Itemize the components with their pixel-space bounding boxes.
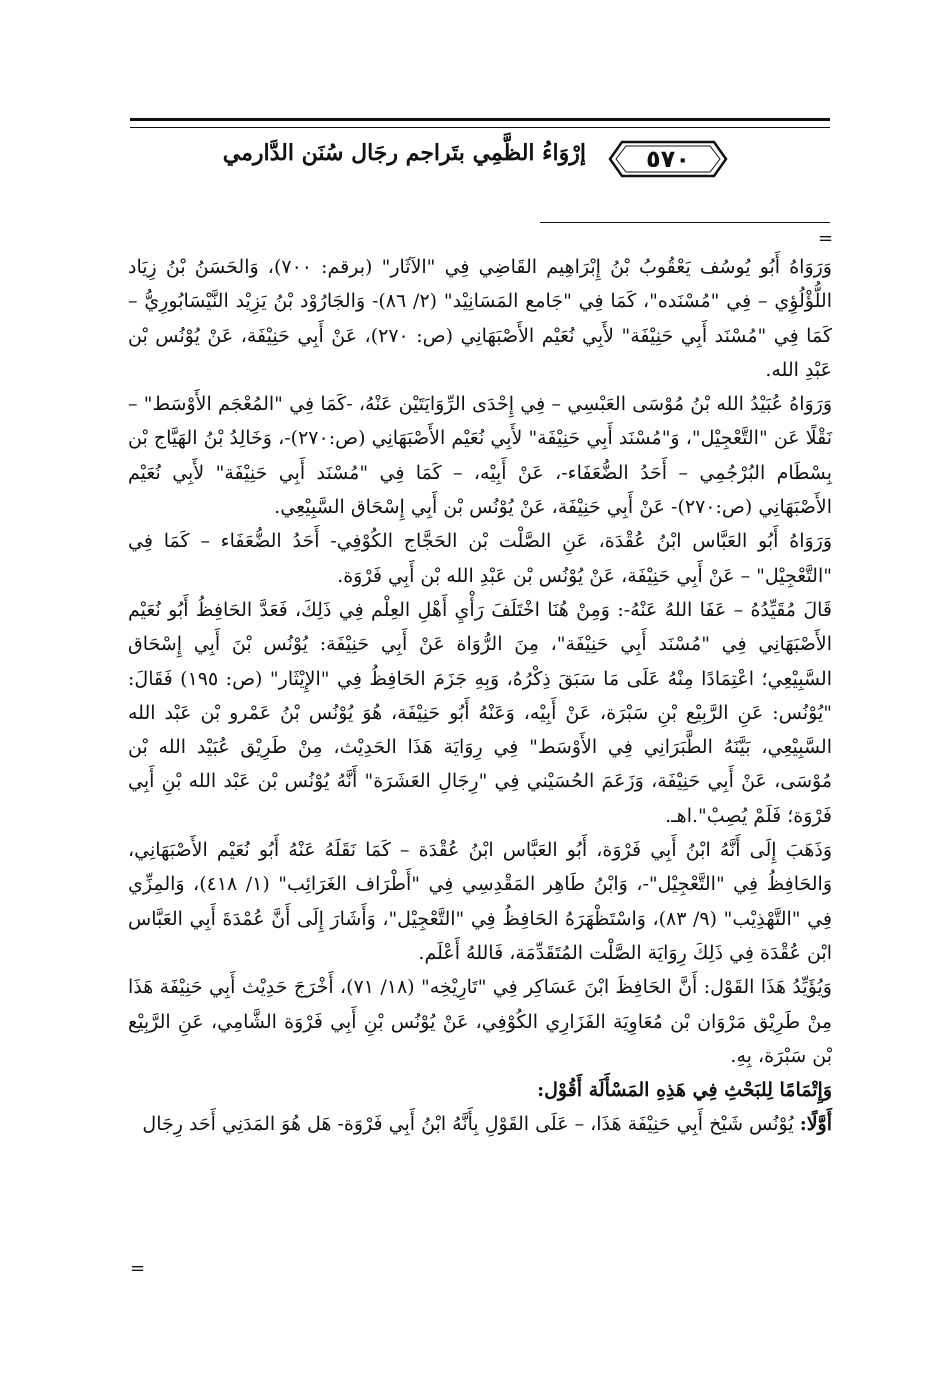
page-body [128, 250, 832, 1142]
section-heading: وَإِتْمَامًا لِلبَحْثِ فِي هَذِهِ المَسْأَلَة أَقُوْل: [537, 1079, 832, 1102]
paragraph: قَالَ مُقَيِّدُهُ – عَفَا اللهُ عَنْهُ-: وَمِنْ هُنَا اخْتَلَفَ رَأْيِ أَهْلِ العِلْم فِي ذَلِكَ، فَعَدَّ الحَافِظُ أَبُو نُعَيْم الأَصْبَهَانِي فِي "مُسْنَد أَبِي حَنِيْفَة"، مِنَ الرُّوَاة عَنْ أَبِي حَنِيْفَة: يُوْنُس بْنَ أَبِي إِسْحَاق السَّبِيْعِي؛ اعْتِمَادًا مِنْهُ عَلَى مَا سَبَقَ ذِكْرُهُ، وَبِهِ جَزَمَ الحَافِظُ فِي "الإِيْثَار" (ص: ١٩٥) فَقَالَ: "يُوْنُس: عَنِ الرَّبِيْع بْنِ سَبْرَة، عَنْ أَبِيْه، وَعَنْهُ أَبُو حَنِيْفَة، هُوَ يُوْنُس بْنُ عَمْرو بْن عَبْد الله السَّبِيْعِي، بَيَّنَهُ الطَّبَرَانِي فِي الأَوْسَط" فِي رِوَايَة هَذَا الحَدِيْث، مِنْ طَرِيْق عُبَيْد الله بْن مُوْسَى، عَنْ أَبِي حَنِيْفَة، وَزَعَمَ الحُسَيْني فِي "رِجَالِ العَشَرَة" أَنَّهُ يُوْنُس بْن عَبْد الله بْنِ أَبِي فَرْوَة؛ فَلَمْ يُصِبْ".اهـ. [128, 598, 832, 827]
lead-word: أَوَّلًا: [799, 1113, 832, 1136]
header-rule-thin [130, 127, 830, 128]
paragraph: وَرَوَاهُ أَبُو العَبَّاس ابْنُ عُقْدَة، عَنِ الصَّلْت بْن الحَجَّاج الكُوْفِي- أَحَدُ الضُّعَفَاء – كَمَا فِي "التَّعْجِيْل" – عَنْ أَبِي حَنِيْفَة، عَنْ يُوْنُس بْن عَبْدِ الله بْن أَبِي فَرْوَة. [128, 530, 832, 587]
paragraph: وَذَهَبَ إِلَى أَنَّهُ ابْنُ أَبِي فَرْوَة، أَبُو العَبَّاس ابْنُ عُقْدَة – كَمَا نَقَلَهُ عَنْهُ أَبُو نُعَيْم الأَصْبَهَانِي، وَالحَافِظُ فِي "التَّعْجِيْل"-، وَابْنُ طَاهِر المَقْدِسِي فِي "أَطْرَاف الغَرَائِب" (١/ ٤١٨)، وَالمِزِّي فِي "التَّهْذِيْب" (٩/ ٨٣)، وَاسْتَظْهَرَهُ الحَافِظُ فِي "التَّعْجِيْل"، وَأَشَارَ إِلَى أَنَّ عُمْدَةَ أَبِي العَبَّاس ابْن عُقْدَة فِي ذَلِكَ رِوَايَة الصَّلْت المُتَقَدِّمَة، فَاللهُ أَعْلَم. [128, 839, 832, 964]
header-rule [130, 118, 830, 121]
continuation-mark-top: = [818, 228, 834, 249]
paragraph: وَرَوَاهُ عُبَيْدُ الله بْنُ مُوْسَى العَبْسِي – فِي إِحْدَى الرِّوَايَتَيْن عَنْهُ، -كَمَا فِي "المُعْجَم الأَوْسَط" – نَقْلًا عَن "التَّعْجِيْل"، وَ"مُسْنَد أَبِي حَنِيْفَة" لأَبِي نُعَيْم الأَصْبَهَانِي (ص:٢٧٠)-، وَخَالِدُ بْنُ الهَيَّاج بْن بِسْطَام البُرْجُمِي – أَحَدُ الضُّعَفَاء-، عَنْ أَبِيْه، – كَمَا فِي "مُسْنَد أَبِي حَنِيْفَة" لأَبِي نُعَيْم الأَصْبَهَانِي (ص:٢٧٠)- عَنْ أَبِي حَنِيْفَة، عَنْ يُوْنُس بْن أَبِي إِسْحَاق السَّبِيْعِي. [128, 393, 832, 519]
running-title: إرْوَاءُ الظَّمِي بتَراجم رجَال سُنَن الدَّارمي [222, 140, 586, 166]
continuation-mark-bottom: = [130, 1258, 146, 1279]
paragraph: وَرَوَاهُ أَبُو يُوسُف يَعْقُوبُ بْنُ إِبْرَاهِيم القَاضِي فِي "الآثَار" (برقم: ٧٠٠)، وَالحَسَنُ بْنُ زِيَاد اللُّؤْلُؤِي – فِي "مُسْنَده"، كَمَا فِي "جَامع المَسَانِيْد" (٢/ ٨٦)- وَالجَارُوْد بْنُ يَزِيْد النَّيْسَابُورِيُّ – كَمَا فِي "مُسْنَد أَبِي حَنِيْفَة" لأَبِي نُعَيْم الأَصْبَهَانِي (ص: ٢٧٠)، عَنْ أَبِي حَنِيْفَة، عَنْ يُوْنُس بْن عَبْدِ الله. [128, 256, 832, 381]
paragraph-last [128, 1107, 832, 1141]
page-number-badge [608, 140, 728, 178]
page-number: ٥٧٠ [646, 145, 690, 173]
footnote-separator [540, 222, 830, 223]
page-header [0, 0, 946, 250]
paragraph-text: يُوْنُس شَيْخ أَبِي حَنِيْفَة هَذَا، – عَلَى القَوْلِ بِأَنَّهُ ابْنُ أَبِي فَرْوَة- هَل هُوَ المَدَنِي أَحَد رِجَال [142, 1113, 800, 1136]
paragraph: وَيُؤَيِّدُ هَذَا القَوْل: أَنَّ الحَافِظَ ابْنَ عَسَاكِر فِي "تَارِيْخِه" (١٨/ ٧١)، أَخْرَجَ حَدِيْث أَبِي حَنِيْفَة هَذَا مِنْ طَرِيْق مَرْوَان بْن مُعَاوِيَة الفَزَارِي الكُوْفِي، عَنْ يُوْنُس بْنِ أَبِي فَرْوَة الشَّامِي، عَنِ الرَّبِيْع بْن سَبْرَة، بِهِ. [128, 976, 832, 1067]
